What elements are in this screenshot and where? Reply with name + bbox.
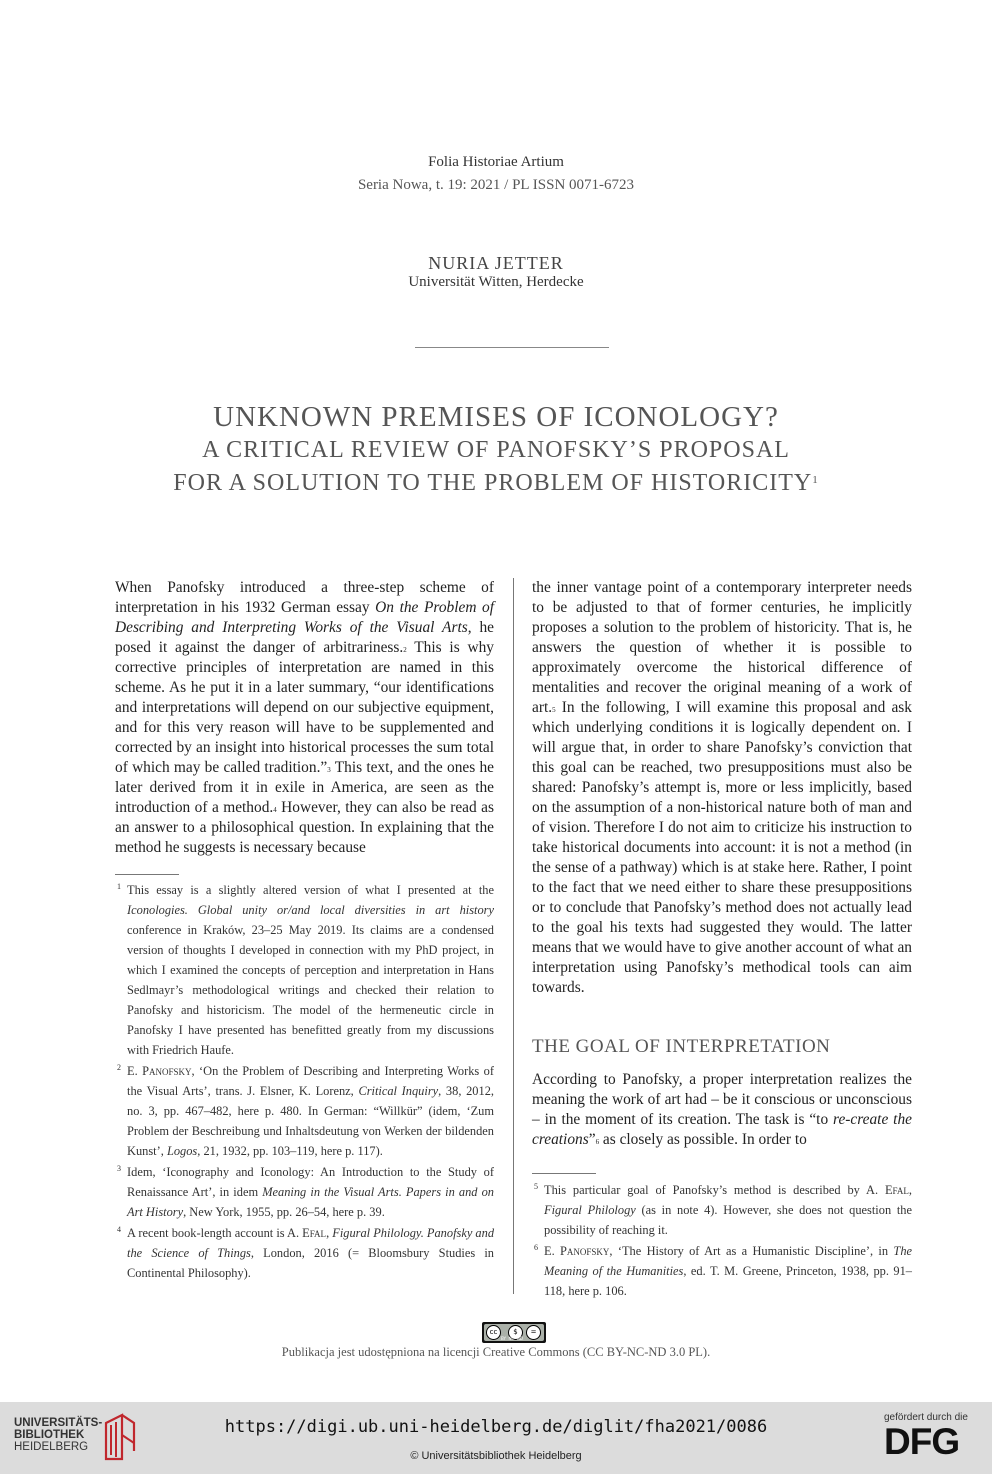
footnote-4	[115, 1223, 494, 1283]
footnote-number: 2	[117, 1063, 121, 1072]
text: A recent book-length account is A.	[127, 1226, 303, 1240]
noderivatives-icon: =	[526, 1325, 541, 1340]
text: Idem, ‘Iconography and Iconology: An Introduction to the Study of Renaissance Art’, in idem	[127, 1165, 494, 1199]
text: ,	[326, 1226, 333, 1240]
article-title: UNKNOWN PREMISES OF ICONOLOGY?	[213, 401, 779, 433]
title-footnote-mark[interactable]: 1	[812, 474, 819, 486]
author-affiliation: Universität Witten, Herdecke	[408, 274, 584, 290]
essay-title: On the Problem of Describing and Interpreting Works of the Visual Arts	[115, 599, 495, 636]
text: , ‘The History of Art as a Humanistic Discipline’, in	[609, 1244, 894, 1258]
footnote-ref-5[interactable]: 5	[552, 706, 556, 714]
book-title: Meaning in the Visual Arts. Papers in and on Art History	[127, 1185, 494, 1219]
author-surname: Panofsky	[142, 1064, 192, 1078]
footnote-ref-2[interactable]: 2	[403, 646, 407, 654]
footnote-3	[115, 1162, 494, 1222]
text: However, they can also be read as an answer to a philosophical question. In explaining that the method he suggests is necessary because	[115, 799, 494, 856]
footnote-ref-4[interactable]: 4	[273, 806, 277, 814]
article-subtitle-line2	[0, 470, 992, 497]
text: as closely as possible. In order to	[599, 1131, 807, 1148]
footnotes-left	[115, 880, 494, 1284]
footnote-ref-3[interactable]: 3	[327, 766, 331, 774]
text: , London, 2016 (= Bloomsbury Studies in Continental Philosophy).	[127, 1246, 494, 1280]
text: conference in Kraków, 23–25 May 2019. Its claims are a condensed version of thoughts I developed in connection with my PhD project, in which I examined the concepts of perception and interpretation in Hans Sedlmayr’s methodological writings and checked their relation to Panofsky and historicism. The model of the hermeneutic circle in Panofsky I have presented has benefitted greatly from my discussions with Friedrich Haufe.	[127, 923, 494, 1057]
section-heading: THE GOAL OF INTERPRETATION	[532, 1036, 831, 1057]
text: the inner vantage point of a contemporary interpreter needs to be adjusted to that of former centuries, he implicitly proposes a solution to the problem of historicity. That is, he answers the question of whether it is possible to approximately overcome the historical difference of mentalities and recover the original meaning of a work of art.	[532, 579, 912, 716]
copyright-notice: © Universitätsbibliothek Heidelberg	[410, 1450, 582, 1462]
footnote-6	[532, 1241, 912, 1301]
footnote-number: 4	[117, 1225, 121, 1234]
viewer-footer	[0, 1402, 992, 1474]
author-surname: Panofsky	[560, 1244, 610, 1258]
footnote-1	[115, 880, 494, 1060]
journal-title: Critical Inquiry	[358, 1084, 439, 1098]
dfg-funding-label: gefördert durch die	[884, 1412, 968, 1423]
footnote-number: 6	[534, 1243, 538, 1252]
author-name: NURIA JETTER	[428, 253, 564, 273]
text: , he posed it against the danger of arbitrariness.	[115, 619, 494, 656]
section-body	[532, 1070, 912, 1150]
journal-series: Seria Nowa, t. 19: 2021 / PL ISSN 0071-6723	[357, 177, 635, 193]
footnote-5	[532, 1180, 912, 1240]
footnote-number: 5	[534, 1182, 538, 1191]
body-paragraph	[115, 578, 494, 858]
ub-line: BIBLIOTHEK	[14, 1429, 85, 1441]
footnote-number: 3	[117, 1164, 121, 1173]
quote-italic: re-create the creations	[532, 1111, 912, 1148]
footnote-rule	[115, 874, 179, 875]
column-divider	[513, 578, 514, 1294]
book-title: Figural Philology. Panofsky and the Science of Things	[127, 1226, 495, 1260]
text: This particular goal of Panofsky’s method is described by A.	[544, 1183, 885, 1197]
footnote-rule	[532, 1173, 596, 1174]
body-paragraph	[532, 1070, 912, 1150]
cc-badge-labels: BY NC ND	[501, 1336, 523, 1341]
text: , ed. T. M. Greene, Princeton, 1938, pp. 91–118, here p. 106.	[544, 1264, 912, 1298]
text: , 38, 2012, no. 3, pp. 467–482, here p. 480. In German: “Willkür” (idem, ‘Zum Problem der Beschreibung und Inhaltsdeutung von Werken der bildenden Kunst’,	[127, 1084, 494, 1158]
text: , ‘On the Problem of Describing and Interpreting Works of the Visual Arts’, trans. J. Elsner, K. Lorenz,	[127, 1064, 494, 1098]
article-subtitle-line1: A CRITICAL REVIEW OF PANOFSKY’S PROPOSAL	[202, 437, 790, 463]
body-paragraph	[532, 578, 912, 998]
subtitle-text: FOR A SOLUTION TO THE PROBLEM OF HISTORICITY	[173, 470, 813, 496]
text: This essay is a slightly altered version of what I presented at the	[127, 883, 494, 897]
text: ,	[908, 1183, 912, 1197]
text: According to Panofsky, a proper interpretation realizes the meaning the work of art had – be it conscious or unconscious – in the moment of its creation. The task is “to	[532, 1071, 912, 1128]
noncommercial-icon: $	[508, 1325, 523, 1340]
body-left-column	[115, 578, 494, 858]
text: This is why corrective principles of interpretation are named in this scheme. As he put it in a later summary, “our identifications and interpretations will depend on our subjective equipment, and for this very reason will have to be supplemented and corrected by an insight into historical processes the sum total of which may be called tradition.”	[115, 639, 494, 776]
license-text: Publikacja jest udostępniona na licencji Creative Commons (CC BY-NC-ND 3.0 PL).	[281, 1345, 711, 1359]
book-title: Figural Philology	[544, 1203, 636, 1217]
footnote-ref-6[interactable]: 6	[595, 1138, 600, 1146]
footnote-2	[115, 1061, 494, 1161]
footnotes-right	[532, 1180, 912, 1302]
header-rule	[415, 347, 609, 348]
text: E.	[127, 1064, 143, 1078]
dfg-logo[interactable]: DFG	[884, 1421, 960, 1462]
conference-title: Iconologies. Global unity or/and local diversities in art history	[127, 903, 494, 917]
author-surname: Efal	[302, 1226, 327, 1240]
ub-line: HEIDELBERG	[14, 1441, 89, 1453]
author-surname: Efal	[884, 1183, 909, 1197]
permalink-url[interactable]: https://digi.ub.uni-heidelberg.de/diglit/fha2021/0086	[224, 1417, 768, 1437]
cc-icon: cc	[486, 1325, 501, 1340]
cc-license-badge[interactable]	[482, 1322, 546, 1343]
text: ”	[588, 1131, 596, 1148]
text: E.	[544, 1244, 561, 1258]
text: , New York, 1955, pp. 26–54, here p. 39.	[183, 1205, 385, 1219]
text: This text, and the ones he later derived from it in exile in America, are seen as the introduction of a method.	[115, 759, 494, 816]
text: In the following, I will examine this proposal and ask which underlying conditions it is logically dependent on. I will argue that, in order to share Panofsky’s conviction that this goal can be reached, two presuppositions must also be shared: Panofsky’s attempt is, more or less implicitly, based on the assumption of a non-historical nature both of man and of vision. Therefore I do not aim to criticize his instruction to take historical documents into account: it is not a method (in the sense of a pathway) which is at stake here. Rather, I point to the fact that we need either to share these presuppositions or to conclude that Panofsky’s method does not actually lead to the goal his texts had suggested they would. The latter means that we would have to give another account of what an interpretation using Panofsky’s methodical tools can aim towards.	[532, 699, 912, 996]
ub-line: UNIVERSITÄTS-	[14, 1417, 103, 1429]
footnote-number: 1	[117, 882, 121, 891]
text: (as in note 4). However, she does not question the possibility of reaching it.	[544, 1203, 913, 1237]
book-title: The Meaning of the Humanities	[544, 1244, 913, 1278]
text: When Panofsky introduced a three-step scheme of interpretation in his 1932 German essay	[115, 579, 494, 616]
body-right-column	[532, 578, 912, 998]
journal-title: Logos	[166, 1144, 198, 1158]
text: , 21, 1932, pp. 103–119, here p. 117).	[197, 1144, 383, 1158]
journal-name: Folia Historiae Artium	[428, 154, 564, 170]
